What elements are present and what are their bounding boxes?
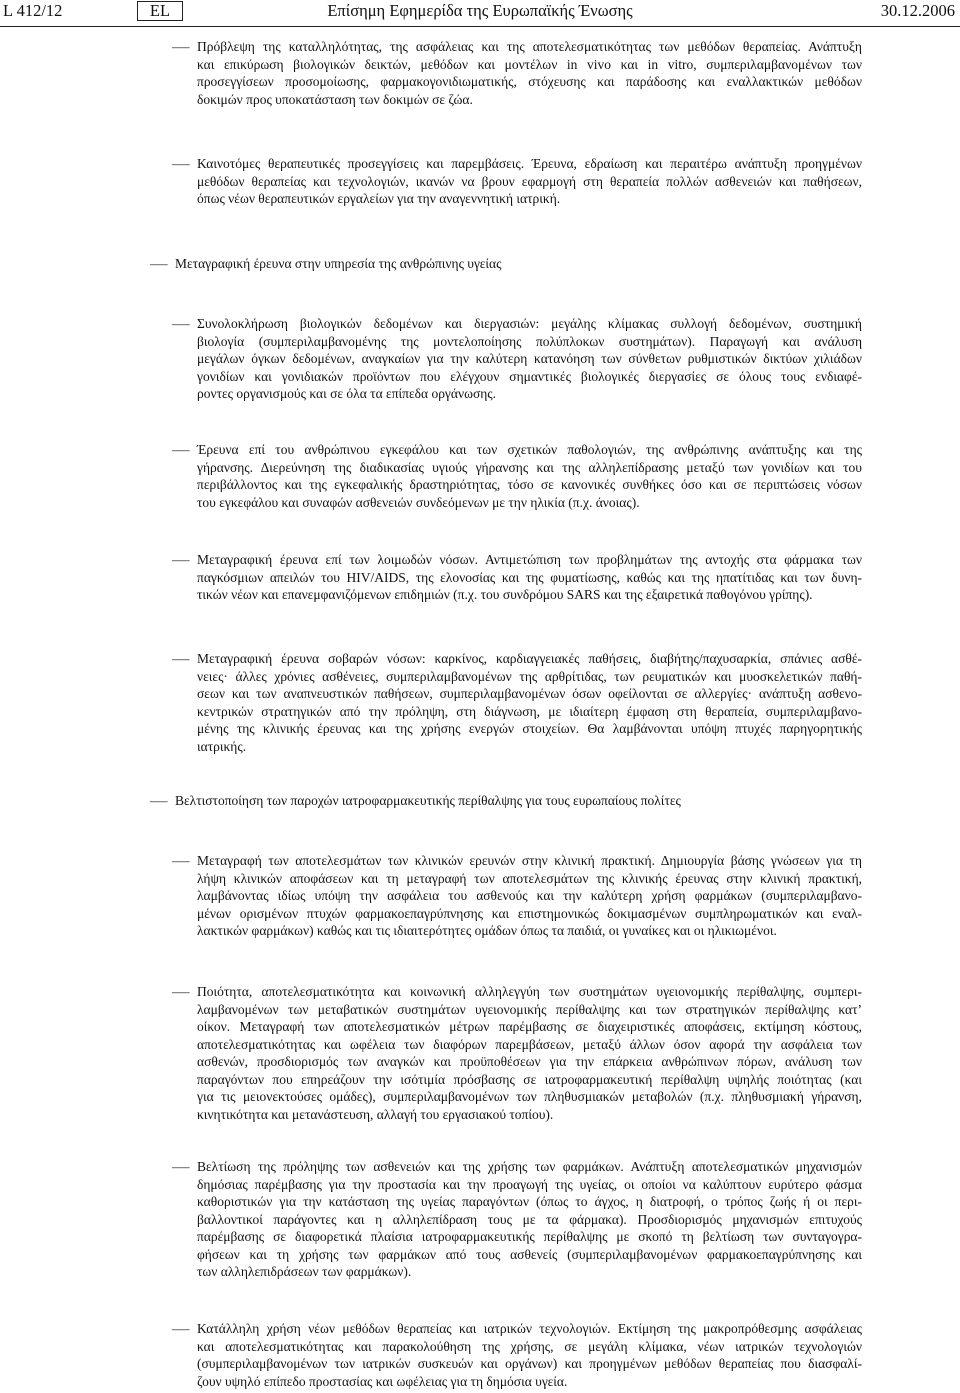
em-dash-bullet: —: [172, 984, 190, 999]
text-line: σεων και των αναπνευστικών παθήσεων, συμπεριλαμβανομένων όσων οφείλονται σε αλλεργίες· ανάπτυξη ασθενο-: [197, 686, 862, 701]
list-item: [172, 38, 862, 108]
text-line: τικών νέων και επανεμφανιζόμενων επιδημιών (π.χ. του συνδρόμου SARS και της εξαιρετικά παθογόνου γρίπης).: [197, 587, 813, 602]
text-line: καθοριστικών για την κατάσταση της υγείας παραγόντων (όπως το άγχος, η διατροφή, ο τρόπος ζωής ή οι περι-: [197, 1194, 863, 1209]
em-dash-bullet: —: [172, 442, 190, 457]
text-line: προσεγγίσεων προσομοίωσης, φαρμακογονιδιωματικής, στόχευσης και παράδοσης και εναλλακτικών μεθόδων: [197, 74, 862, 89]
section-heading: [150, 255, 875, 273]
text-line: λαμβάνοντας ιδίως υπόψη την ασφάλεια του ασθενούς και την καλύτερη χρήση φαρμάκων (συμπεριλαμβανο-: [197, 888, 862, 903]
heading-text: Βελτιστοποίηση των παροχών ιατροφαρμακευτικής περίθαλψης για τους ευρωπαίους πολίτες: [175, 793, 681, 808]
text-line: μεθόδων θεραπείας και τεχνολογιών, ικανών να βρουν εφαρμογή στη θεραπεία πολλών ασθενειών και παθήσεων,: [197, 173, 863, 189]
text-line: παρέμβασης σε διαφορετικά πλαίσια ιατροφαρμακευτικής περίθαλψης με σκοπό τη βελτίωση των συνταγογρα-: [197, 1229, 862, 1244]
list-item: [172, 315, 862, 403]
em-dash-bullet: —: [172, 1159, 190, 1174]
list-item: [172, 441, 862, 511]
language-code-box: EL: [137, 1, 183, 21]
text-line: παραγόντων που επηρεάζουν την ισότιμία πρόσβασης σε ιατροφαρμακευτική περίθαλψη υψηλής ποιότητας (και: [197, 1071, 862, 1087]
list-item: [172, 650, 862, 755]
text-line: Πρόβλεψη της καταλληλότητας, της ασφάλειας και της αποτελεσματικότητας των μεθόδων θεραπείας. Ανάπτυξη: [197, 39, 862, 54]
em-dash-bullet: —: [172, 552, 190, 567]
text-line: Κατάλληλη χρήση νέων μεθόδων θεραπείας και ιατρικών τεχνολογιών. Εκτίμηση της μακροπρόθεσμης ασφάλειας: [197, 1321, 862, 1336]
list-item: [172, 983, 862, 1123]
text-line: λαμβανομένων των μεταβατικών συστημάτων υγειονομικής περίθαλψης και των στρατηγικών περίθαλψης κατ’: [197, 1001, 862, 1017]
text-line: γήρανσης. Διερεύνηση της διαδικασίας υγιούς γήρανσης και της αλληλεπίδρασης μεταξύ των γονιδίων και του: [197, 459, 862, 475]
text-line: φήσεων και τη χρήσης των φαρμάκων από τους ασθενείς (συμπεριλαμβανομένων φαρμακοεπαγρύπνησης και: [197, 1246, 862, 1262]
text-line: αποτελεσματικότητας και ωφέλεια των διαφόρων παρεμβάσεων, μεταξύ άλλων όσον αφορά την ασφάλεια των: [197, 1036, 862, 1052]
text-line: Ποιότητα, αποτελεσματικότητα και κοινωνική αλληλεγγύη των συστημάτων υγειονομικής περίθαλψης, συμπερι-: [197, 984, 862, 999]
list-item: [172, 155, 863, 208]
text-line: μένης της κλινικής έρευνας και της χρήσης ενεργών στοιχείων. Θα λαμβάνονται υπόψη πτυχές παρηγορητικής: [197, 721, 862, 736]
publication-date: 30.12.2006: [880, 1, 955, 20]
em-dash-bullet: —: [172, 39, 190, 54]
heading-text: Μεταγραφική έρευνα στην υπηρεσία της ανθρώπινης υγείας: [175, 256, 502, 271]
text-line: του εγκεφάλου και συναφών ασθενειών συνδεόμενων με την ηλικία (π.χ. άνοιας).: [197, 494, 640, 510]
list-item: [172, 1320, 863, 1390]
em-dash-bullet: —: [172, 651, 190, 666]
text-line: λήψη κλινικών αποφάσεων και τη μεταγραφή των αποτελεσμάτων της κλινικής έρευνας στην κλινική πρακτική,: [197, 870, 863, 886]
text-line: για τις μειονεκτούσες ομάδες), συμπεριλαμβανομένων των πληθυσμιακών μεταβολών (π.χ. πληθυσμιακή γήρανση,: [197, 1089, 862, 1104]
list-item: [172, 1158, 863, 1281]
text-line: Συνολοκλήρωση βιολογικών δεδομένων και διεργασιών: μεγάλης κλίμακας συλλογή δεδομένων, συστημική: [197, 316, 862, 331]
text-line: ιατρικής.: [197, 738, 247, 754]
text-line: περιβάλλοντος και της εγκεφαλικής δραστηριότητας, τόσο σε κανονικές συνθήκες όσο και σε περιπτώσεις νόσων: [197, 477, 862, 492]
text-line: Καινοτόμες θεραπευτικές προσεγγίσεις και παρεμβάσεις. Έρευνα, εδραίωση και περαιτέρω ανάπτυξη προηγμένων: [197, 156, 862, 171]
em-dash-bullet: —: [150, 793, 168, 808]
text-line: Μεταγραφή των αποτελεσμάτων των κλινικών ερευνών στην κλινική πρακτική. Δημιουργία βάσης γνώσεων για τη: [197, 853, 862, 868]
list-item: [172, 852, 863, 940]
text-line: (συμπεριλαμβανομένων των ιατρικών συσκευών και οργάνων) και προηγμένων μεθόδων θεραπείας που διασφαλί-: [197, 1356, 863, 1371]
text-line: παγκόσμιων απειλών του HIV/AIDS, της ελονοσίας και της φυματίωσης, καθώς και της ηπατίτιδας και των δυνη-: [197, 569, 863, 585]
text-line: των αλληλεπιδράσεων των φαρμάκων).: [197, 1264, 412, 1279]
text-line: Έρευνα επί του ανθρώπινου εγκεφάλου και των σχετικών παθολογιών, της ανθρώπινης ανάπτυξης και της: [197, 442, 862, 457]
text-line: βιολογία (συμπεριλαμβανομένης της μοντελοποίησης πολύπλοκων συστημάτων). Παραγωγή και ανάλυση: [197, 333, 862, 349]
page-header: [0, 0, 960, 24]
text-line: δοκιμών προς υποκατάσταση των δοκιμών σε ζώα.: [197, 91, 473, 107]
text-line: βαλλοντικοί παράγοντες και η αλληλεπίδραση τους με τα φάρμακα). Προσδιορισμός μηχανισμών επιτυχούς: [197, 1211, 862, 1227]
em-dash-bullet: —: [150, 256, 168, 271]
journal-title: Επίσημη Εφημερίδα της Ευρωπαϊκής Ένωσης: [327, 1, 633, 20]
header-rule: [0, 26, 960, 27]
section-heading: [150, 792, 875, 810]
text-line: ζουν υψηλό επίπεδο προστασίας και ωφέλειας για τη δημόσια υγεία.: [197, 1373, 568, 1389]
text-line: όπως νέων θεραπευτικών εργαλείων για την αναγεννητική ιατρική.: [197, 191, 561, 206]
text-line: γονιδίων και γονιδιακών προϊόντων που ελέγχουν σημαντικές βιολογικές διεργασίες σε όλους τους ενδιαφέ-: [197, 368, 862, 384]
text-line: οίκον. Μεταγραφή των αποτελεσματικών μέτρων παρέμβασης σε διαχειριστικές αποφάσεις, εκτίμηση κόστους,: [197, 1019, 862, 1034]
em-dash-bullet: —: [172, 1321, 190, 1336]
text-line: λακτικών φαρμάκων) καθώς και τις ιδιαιτερότητες ομάδων όπως τα παιδιά, οι γυναίκες και οι ηλικιωμένοι.: [197, 923, 777, 938]
em-dash-bullet: —: [172, 316, 190, 331]
text-line: και επικύρωση βιολογικών δεικτών, μεθόδων και μοντέλων in vivo και in vitro, συμπεριλαμβανομένων των: [197, 56, 862, 72]
em-dash-bullet: —: [172, 853, 190, 868]
em-dash-bullet: —: [172, 156, 190, 171]
list-item: [172, 551, 863, 604]
text-line: μεγάλων όγκων δεδομένων, αναγκαίων για την καλύτερη κατανόηση των σύνθετων ρυθμιστικών δικτύων χιλιάδων: [197, 351, 862, 366]
text-line: μένων ορισμένων πτυχών φαρμακοεπαγρύπνησης και επιστημονικώς δοκιμασμένων συμπληρωματικών και εναλ-: [197, 905, 862, 921]
text-line: νειες· άλλες χρόνιες ασθένειες, συμπεριλαμβανομένων της αρθρίτιδας, των ρευματικών και μυοσκελετικών παθή-: [197, 668, 862, 684]
text-line: Μεταγραφική έρευνα σοβαρών νόσων: καρκίνος, καρδιαγγειακές παθήσεις, διαβήτης/παχυσαρκία, σπάνιες ασθέ-: [197, 651, 862, 666]
text-line: δημόσιας παρέμβασης για την προστασία και την προαγωγή της υγείας, οι οποίοι να καλύπτουν ευρύτερο φάσμα: [197, 1176, 862, 1192]
text-line: κεντρικών στρατηγικών από την πρόληψη, στη διάγνωση, με ιδιαίτερη έμφαση στη θεραπεία, συμπεριλαμβανο-: [197, 703, 862, 719]
text-line: κινητικότητα και μετανάστευση, αλλαγή του εργασιακού τοπίου).: [197, 1106, 554, 1122]
page-reference: L 412/12: [3, 1, 63, 20]
text-line: Μεταγραφική έρευνα επί των λοιμωδών νόσων. Αντιμετώπιση των προβλημάτων της αντοχής στα φάρμακα των: [197, 552, 862, 567]
text-line: και αποτελεσματικότητας και παρακολούθηση της χρήσης, σε μεγάλη κλίμακα, νέων ιατρικών τεχνολογιών: [197, 1338, 862, 1354]
text-line: ασθενών, προσδιορισμός των αναγκών και προϋποθέσεων για την επάρκεια ανθρώπινων πόρων, ανάλυση των: [197, 1054, 862, 1069]
text-line: ροντες οργανισμούς και σε όλα τα επίπεδα οργάνωσης.: [197, 386, 497, 401]
text-line: Βελτίωση της πρόληψης των ασθενειών και της χρήσης των φαρμάκων. Ανάπτυξη αποτελεσματικών μηχανισμών: [197, 1159, 862, 1174]
